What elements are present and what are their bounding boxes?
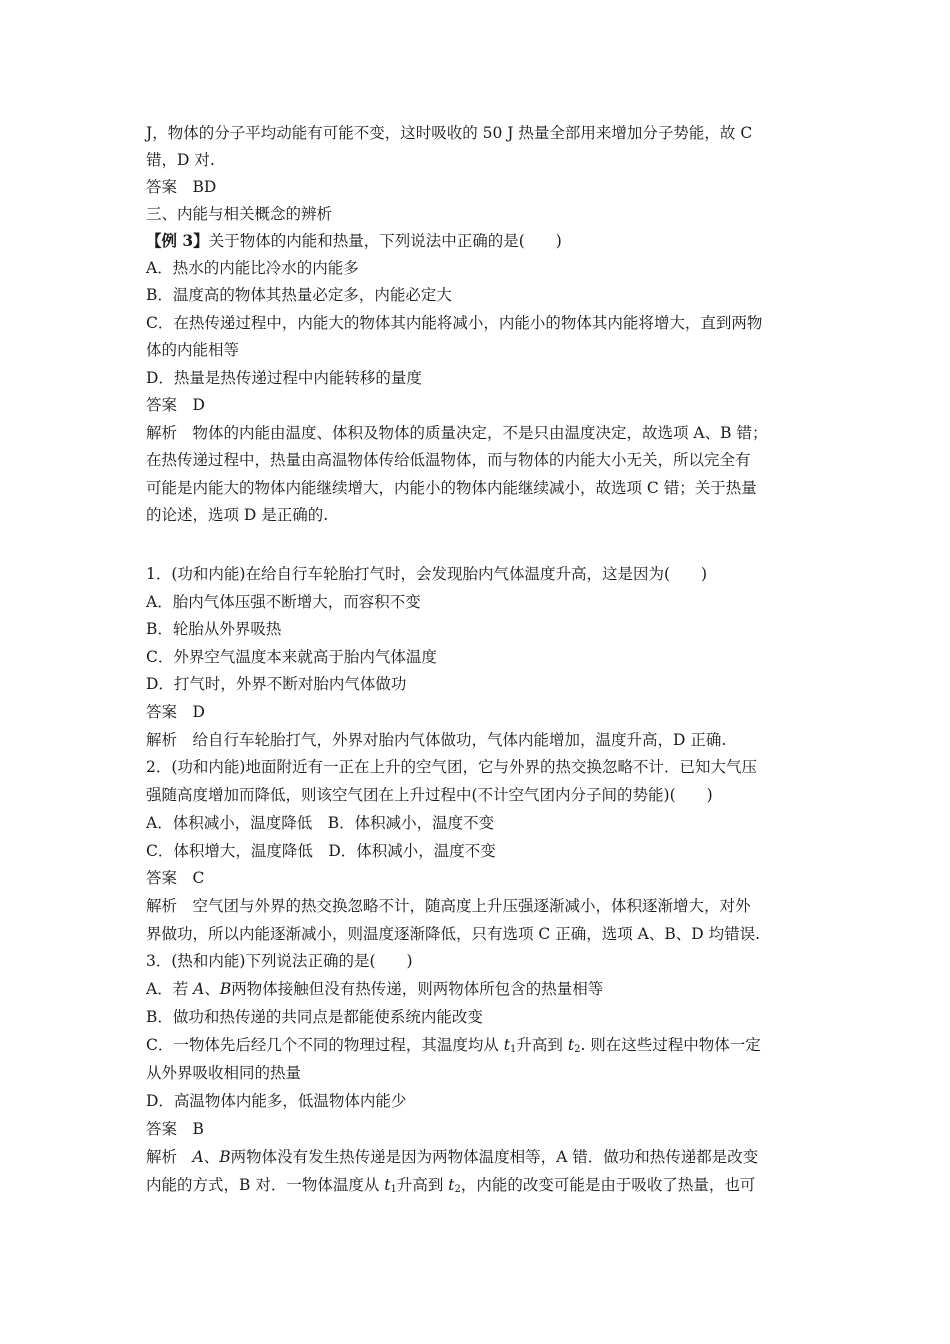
- question-1: 1．(功和内能)在给自行车轮胎打气时，会发现胎内气体温度升高，这是因为( ): [146, 565, 708, 583]
- option-a: A．若 A、B两物体接触但没有热传递，则两物体所包含的热量相等: [146, 980, 604, 998]
- option-b: B．轮胎从外界吸热: [146, 620, 282, 638]
- option-c: C．在热传递过程中，内能大的物体其内能将减小，内能小的物体其内能将增大，直到两物: [146, 314, 763, 332]
- answer-line: 答案 C: [146, 869, 205, 887]
- explanation-line: 解析 空气团与外界的热交换忽略不计，随高度上升压强逐渐减小，体积逐渐增大，对外: [146, 897, 751, 915]
- option-b: B．做功和热传递的共同点是都能使系统内能改变: [146, 1008, 483, 1026]
- question-2-cont: 强随高度增加而降低，则该空气团在上升过程中(不计空气团内分子间的势能)( ): [146, 786, 713, 804]
- explanation-line: 解析 A、B两物体没有发生热传递是因为两物体温度相等，A 错．做功和热传递都是改变: [146, 1148, 759, 1166]
- explanation-line: 可能是内能大的物体内能继续增大，内能小的物体内能继续减小，故选项 C 错；关于热量: [146, 479, 757, 497]
- question-3: 3．(热和内能)下列说法正确的是( ): [146, 952, 413, 970]
- text-line: 错，D 对.: [146, 151, 215, 169]
- question-text: 关于物体的内能和热量，下列说法中正确的是( ): [208, 232, 562, 250]
- explanation-line: 的论述，选项 D 是正确的.: [146, 506, 329, 524]
- option-d: D．热量是热传递过程中内能转移的量度: [146, 369, 422, 387]
- variable-t: t: [503, 1036, 511, 1054]
- variable-a: A: [193, 980, 205, 998]
- option-c-cont: 从外界吸收相同的热量: [146, 1064, 302, 1082]
- explanation-line: 内能的方式，B 对．一物体温度从 $t_1$升高到 $t_2$，内能的改变可能是由于吸收了热量，也可: [146, 1176, 756, 1195]
- variable-b: B: [219, 1148, 231, 1166]
- option-c-cont: 体的内能相等: [146, 341, 240, 359]
- answer-line: 答案 B: [146, 1120, 204, 1138]
- example-label: 【例 3】: [146, 231, 209, 250]
- option-b: B．温度高的物体其热量必定多，内能必定大: [146, 286, 452, 304]
- answer-line: 答案 D: [146, 703, 205, 721]
- option-a: A．热水的内能比冷水的内能多: [146, 259, 359, 277]
- explanation-line: 解析 物体的内能由温度、体积及物体的质量决定，不是只由温度决定，故选项 A、B 错；: [146, 424, 768, 442]
- option-d: D．高温物体内能多，低温物体内能少: [146, 1092, 407, 1110]
- option-a: A．胎内气体压强不断增大，而容积不变: [146, 593, 421, 611]
- variable-t: t: [567, 1036, 575, 1054]
- explanation-line: 界做功，所以内能逐渐减小，则温度逐渐降低，只有选项 C 正确，选项 A、B、D 均错误.: [146, 925, 761, 943]
- options-ab: A．体积减小，温度降低 B．体积减小，温度不变: [146, 814, 495, 832]
- example-question: [146, 228, 816, 254]
- explanation-line: 在热传递过程中，热量由高温物体传给低温物体，而与物体的内能大小无关，所以完全有: [146, 451, 751, 469]
- answer-line: 答案 D: [146, 396, 205, 414]
- variable-b: B: [219, 980, 232, 998]
- options-cd: C．体积增大，温度降低 D．体积减小，温度不变: [146, 842, 496, 860]
- explanation-line: 解析 给自行车轮胎打气，外界对胎内气体做功，气体内能增加，温度升高，D 正确.: [146, 731, 727, 749]
- question-2: 2．(功和内能)地面附近有一正在上升的空气团，它与外界的热交换忽略不计．已知大气压: [146, 758, 757, 776]
- section-heading: 三、内能与相关概念的辨析: [146, 205, 333, 223]
- text-line: J，物体的分子平均动能有可能不变，这时吸收的 50 J 热量全部用来增加分子势能，故 C: [146, 124, 753, 142]
- option-c: C．一物体先后经几个不同的物理过程，其温度均从 $t_1$升高到 $t_2$. 则在这些过程中物体一定: [146, 1036, 761, 1055]
- answer-line: 答案 BD: [146, 178, 217, 196]
- variable-t: t: [448, 1176, 455, 1194]
- option-c: C．外界空气温度本来就高于胎内气体温度: [146, 648, 437, 666]
- variable-a: A: [192, 1148, 204, 1166]
- variable-t: t: [384, 1176, 391, 1194]
- option-d: D．打气时，外界不断对胎内气体做功: [146, 675, 407, 693]
